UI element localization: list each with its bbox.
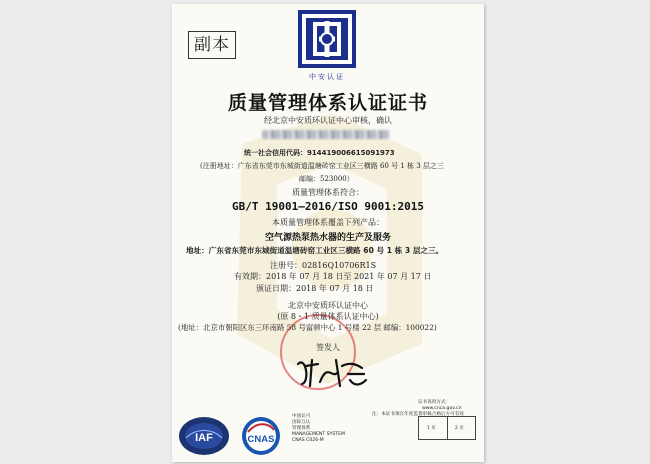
verify-title: 证书查询方式： bbox=[418, 400, 451, 405]
accreditation-line: 管理体系 bbox=[292, 426, 311, 431]
credit-code bbox=[244, 148, 395, 158]
issue-date: 颁证日期：2018 年 07 月 18 日 bbox=[256, 284, 374, 293]
signatory-label: 签发人 bbox=[316, 343, 340, 352]
issuer-address: (地址：北京市朝阳区东三环南路 58 号富顿中心 1 号楼 22 层 邮编：100022) bbox=[178, 323, 437, 332]
accreditation-line: MANAGEMENT SYSTEM bbox=[292, 432, 345, 437]
accreditation-text bbox=[292, 414, 345, 444]
logo-caption: 中安认证 bbox=[309, 73, 345, 81]
credit-code-value: 914419006615091973 bbox=[307, 149, 395, 157]
cnas-badge-icon bbox=[238, 416, 284, 456]
standard-number: GB/T 19001—2016/ISO 9001:2015 bbox=[231, 200, 425, 213]
issuer-name: 北京中安质环认证中心 bbox=[288, 301, 368, 310]
accreditation-line: 中国认可 bbox=[292, 414, 311, 419]
cnas-label: CNAS bbox=[247, 434, 275, 445]
copy-stamp: 副本 bbox=[188, 31, 236, 59]
redacted-company-name bbox=[262, 130, 390, 139]
postcode: 邮编：523000） bbox=[299, 175, 354, 183]
verify-url: www.cnca.gov.cn bbox=[422, 406, 462, 411]
registration-number: 注册号：02816Q10706R1S bbox=[270, 261, 377, 270]
signature bbox=[292, 352, 372, 392]
validity-period: 有效期：2018 年 07 月 18 日至 2021 年 07 月 17 日 bbox=[234, 272, 432, 281]
iaf-label: IAF bbox=[195, 432, 213, 444]
credit-code-label: 统一社会信用代码： bbox=[244, 149, 307, 157]
page-cell: 1 页 bbox=[427, 426, 436, 431]
page-indicator bbox=[418, 416, 476, 440]
accreditation-line: 国际互认 bbox=[292, 420, 311, 425]
accreditation-line: CNAS C026-M bbox=[292, 438, 324, 443]
issuer-former-name: (原 8・1 质量体系认证中心) bbox=[277, 312, 379, 321]
scope-intro: 本质量管理体系覆盖下列产品： bbox=[272, 218, 384, 227]
intro-text: 经北京中安质环认证中心审核，确认 bbox=[264, 116, 392, 125]
certificate-title: 质量管理体系认证证书 bbox=[227, 92, 428, 114]
page-cell: 2 页 bbox=[455, 426, 464, 431]
certificate-paper bbox=[172, 4, 484, 462]
cqm-logo-icon bbox=[297, 9, 357, 69]
iaf-badge-icon bbox=[178, 416, 230, 456]
verify-note: 注：本证书须在年度监督审核合格后方可有效 bbox=[372, 412, 464, 417]
site-address: 地址：广东省东莞市东城街道温塘砖窑工业区三横路 60 号 1 栋 3 层之三。 bbox=[186, 246, 444, 255]
system-complies-label: 质量管理体系符合： bbox=[292, 188, 364, 197]
registered-address: (注册地址：广东省东莞市东城街道温塘砖窑工业区三横路 60 号 1 栋 3 层之三 bbox=[200, 162, 444, 170]
certified-scope: 空气源热泵热水器的生产及服务 bbox=[264, 233, 391, 243]
